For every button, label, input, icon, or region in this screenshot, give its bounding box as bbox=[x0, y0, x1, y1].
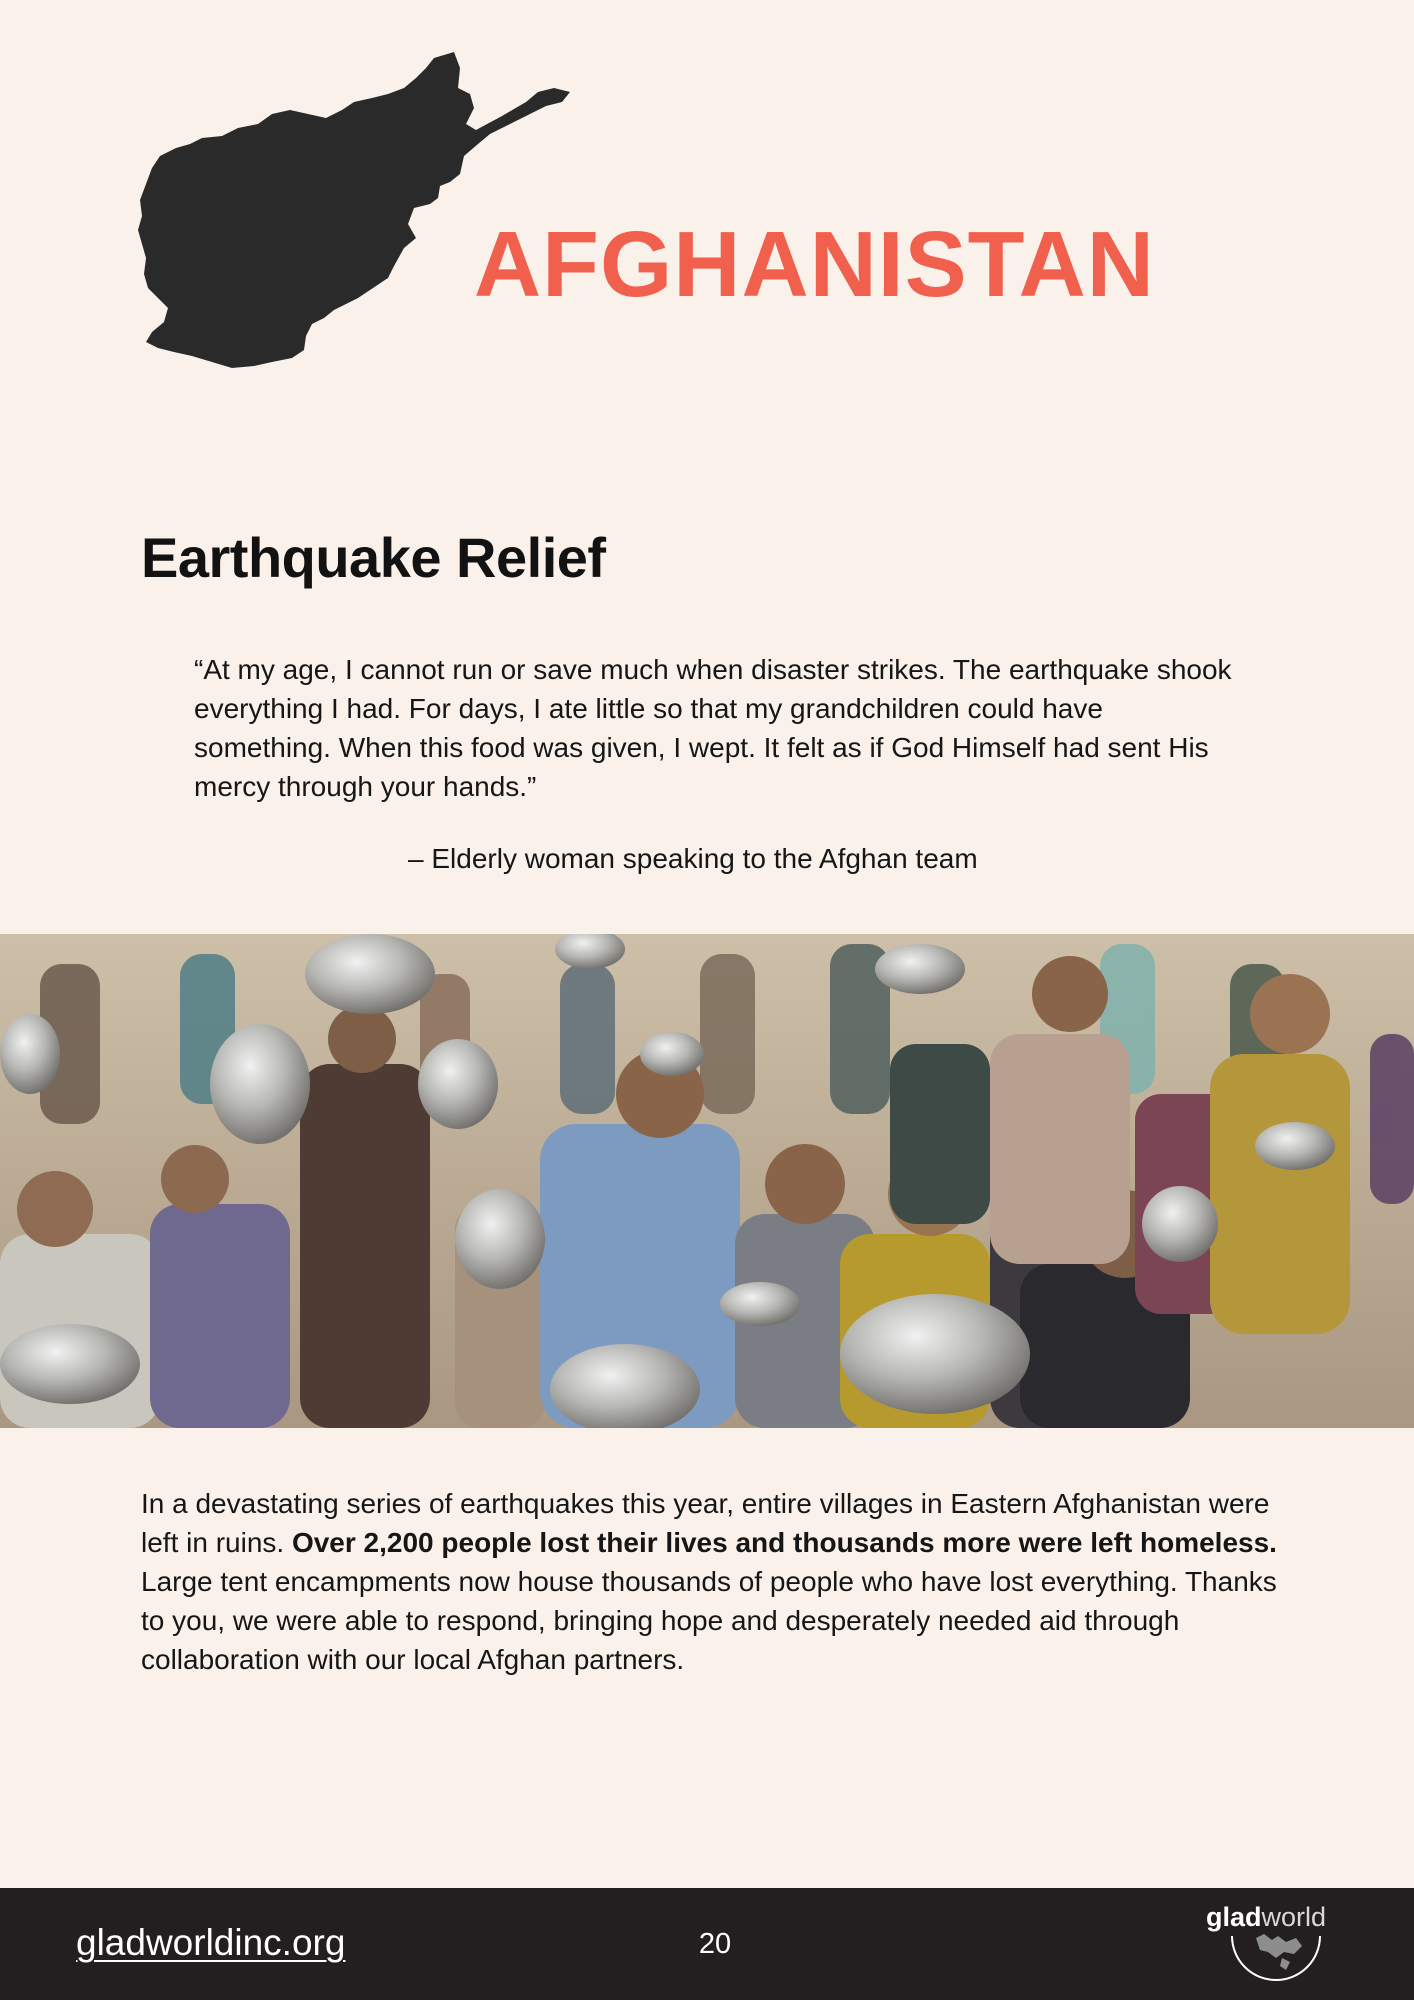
logo-text-bold: glad bbox=[1206, 1902, 1262, 1932]
body-text-part1: In a devastating series of earthquakes this year, entire villages in Eastern Afghanistan were left in ruins. bbox=[141, 1488, 1270, 1558]
children-holding-bowls-image bbox=[0, 934, 1414, 1428]
logo-wordmark bbox=[1206, 1904, 1326, 1931]
logo-text-light: world bbox=[1261, 1902, 1327, 1932]
body-text-highlight: Over 2,200 people lost their lives and thousands more were left homeless. bbox=[291, 1527, 1277, 1558]
footer bbox=[0, 1888, 1414, 2000]
page-number: 20 bbox=[698, 1928, 732, 1960]
gladworld-logo bbox=[1206, 1904, 1346, 1986]
body-paragraph bbox=[141, 1484, 1291, 1679]
body-text-part2: Large tent encampments now house thousands of people who have lost everything. Thanks to you, we were able to respond, bringing hope and desperately needed aid through collaboration with our local Afghan partners. bbox=[141, 1566, 1277, 1675]
globe-logo-icon bbox=[1226, 1928, 1326, 1988]
children-photo bbox=[0, 934, 1414, 1428]
testimonial-quote: “At my age, I cannot run or save much when disaster strikes. The earthquake shook everything I had. For days, I ate little so that my grandchildren could have something. When this food was given, I wept. It felt as if God Himself had sent His mercy through your hands.” bbox=[194, 654, 1232, 802]
section-title: Earthquake Relief bbox=[141, 526, 606, 589]
country-title: AFGHANISTAN bbox=[474, 212, 1155, 316]
website-link[interactable]: gladworldinc.org bbox=[76, 1922, 346, 1963]
quote-attribution: – Elderly woman speaking to the Afghan team bbox=[408, 843, 978, 874]
